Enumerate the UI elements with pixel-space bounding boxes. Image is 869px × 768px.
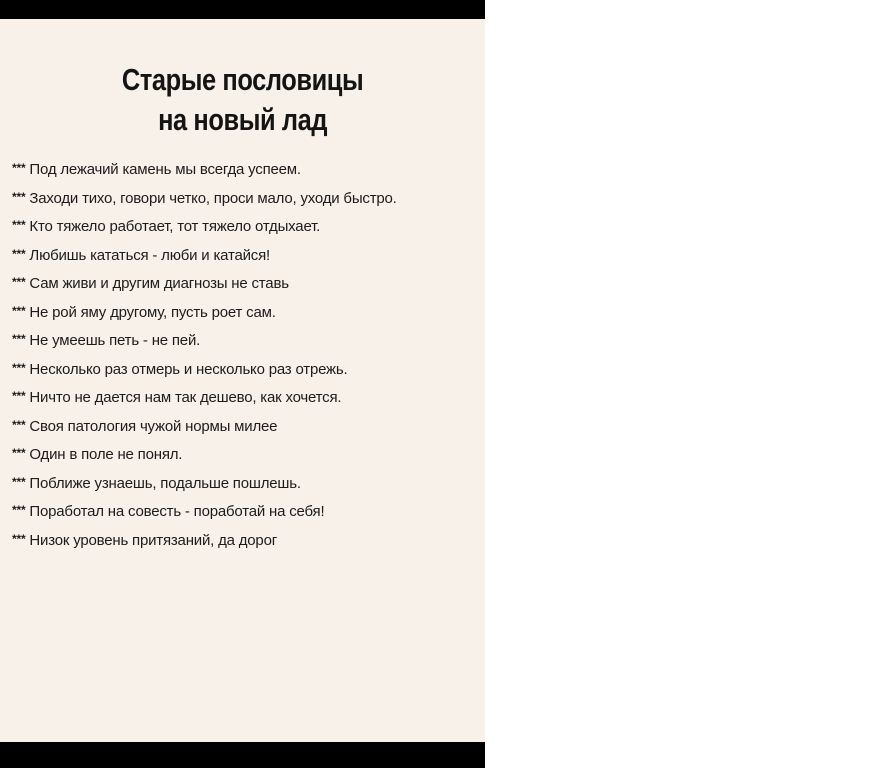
bullet-stars: *** <box>12 303 26 318</box>
bullet-stars: *** <box>12 446 26 460</box>
proverb-text: Своя патология чужой нормы милее <box>29 417 278 435</box>
bullet-stars: *** <box>12 474 26 489</box>
bullet-stars: *** <box>12 189 26 204</box>
list-item <box>12 212 474 241</box>
bullet-stars: *** <box>12 218 26 232</box>
bullet-stars: *** <box>12 332 26 346</box>
list-item <box>12 412 474 441</box>
list-item <box>12 526 474 555</box>
proverb-text: Несколько раз отмерь и несколько раз отрежь. <box>29 360 348 378</box>
list-item <box>12 497 474 526</box>
top-black-bar <box>0 0 485 19</box>
proverb-text: Не рой яму другому, пусть роет сам. <box>29 303 276 321</box>
proverb-text: Ничто не дается нам так дешево, как хочется. <box>29 389 342 406</box>
proverb-text: Не умеешь петь - не пей. <box>29 332 201 349</box>
proverb-text: Заходи тихо, говори четко, проси мало, уходи быстро. <box>29 189 397 207</box>
bullet-stars: *** <box>12 161 26 175</box>
list-item <box>12 184 474 213</box>
list-item <box>12 326 474 355</box>
proverb-text: Поработал на совесть - поработай на себя! <box>29 503 325 520</box>
proverb-text: Сам живи и другим диагнозы не ставь <box>29 275 289 292</box>
list-item <box>12 269 474 298</box>
list-item <box>12 383 474 412</box>
proverb-text: Низок уровень притязаний, да дорог <box>29 531 277 549</box>
bullet-stars: *** <box>12 503 26 517</box>
list-item <box>12 241 474 270</box>
bullet-stars: *** <box>12 360 26 375</box>
proverb-list <box>12 155 474 554</box>
proverb-text: Поближе узнаешь, подальше пошлешь. <box>29 474 301 492</box>
proverb-text: Любишь кататься - люби и катайся! <box>29 246 270 264</box>
list-item <box>12 298 474 327</box>
bullet-stars: *** <box>12 389 26 403</box>
bottom-black-bar <box>0 742 485 768</box>
proverb-text: Кто тяжело работает, тот тяжело отдыхает. <box>29 218 321 235</box>
list-item <box>12 440 474 469</box>
bullet-stars: *** <box>12 417 26 432</box>
proverbs-card <box>0 19 485 742</box>
list-item <box>12 469 474 498</box>
title-line-1: Старые пословицы <box>121 62 364 97</box>
page-title <box>44 60 442 140</box>
bullet-stars: *** <box>12 275 26 289</box>
proverb-text: Один в поле не понял. <box>29 446 183 463</box>
proverb-text: Под лежачий камень мы всегда успеем. <box>29 161 301 178</box>
bullet-stars: *** <box>12 246 26 261</box>
list-item <box>12 155 474 184</box>
bullet-stars: *** <box>12 531 26 546</box>
title-line-2: на новый лад <box>158 102 328 137</box>
list-item <box>12 355 474 384</box>
